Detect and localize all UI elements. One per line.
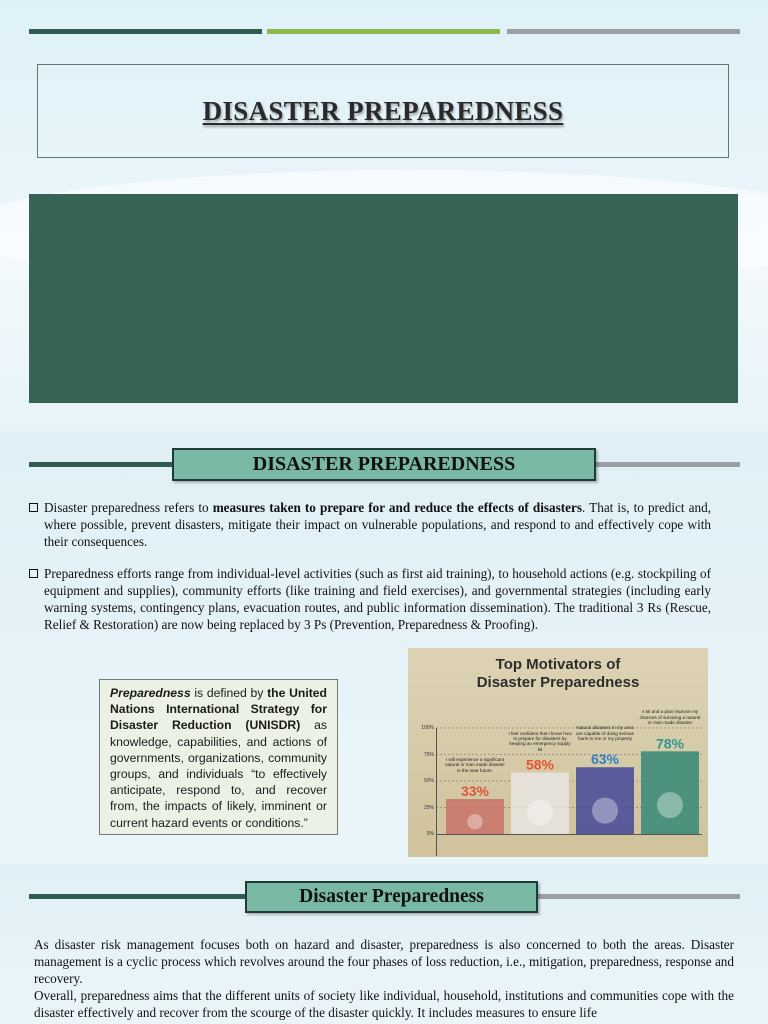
definition-term: Preparedness: [110, 686, 191, 700]
bullet-list: [29, 499, 711, 648]
bullet-text: [44, 499, 711, 550]
list-item: [29, 565, 711, 633]
motivators-infographic: [408, 648, 708, 857]
infographic-bars: [408, 648, 708, 857]
definition-slide: [0, 432, 768, 864]
heading-rule-right: [538, 894, 740, 899]
definition-callout: [99, 679, 338, 835]
bullet-text: [44, 565, 711, 633]
top-accent-bar-green: [29, 29, 262, 34]
bar-illustration-icon: [527, 799, 553, 825]
y-tick-label: 100%: [421, 725, 434, 731]
overview-slide: [0, 864, 768, 1024]
bullet-text-bold: measures taken to prepare for and reduce the effects of disasters: [212, 500, 583, 515]
bar-category-label: A kit and a plan improve my chances of surviving a natural or man made disaster: [639, 709, 701, 726]
y-tick-label: 75%: [423, 751, 434, 758]
list-item: [29, 499, 711, 550]
bullet-text-plain: . That is, to predict and, where possible, prevent disasters, mitigate their impact on vulnerable populations, and respond to and effectively cope with their consequences.: [44, 500, 711, 549]
bullet-text-plain: Disaster preparedness refers to: [44, 500, 213, 515]
slide-title: DISASTER PREPAREDNESS: [202, 95, 564, 126]
bar-illustration-icon: [592, 798, 618, 824]
heading-rule-right: [596, 462, 740, 467]
paragraph: Overall, preparedness aims that the different units of society like individual, household, institutions and communities cope with the disaster effectively and recover from the scourge of the disaster quickly. It includes measures to ensure life: [34, 988, 734, 1020]
bar-value-label: 63%: [590, 751, 620, 768]
definition-org: the United Nations International Strategy for Disaster Reduction (UNISDR): [110, 686, 327, 733]
infographic-title-line: Top Motivators of: [495, 656, 621, 673]
bar-illustration-icon: [657, 792, 683, 818]
bar-value-label: 33%: [460, 783, 490, 800]
section-heading-text: Disaster Preparedness: [299, 886, 484, 907]
checkbox-bullet-icon: [29, 569, 38, 578]
section-heading: [245, 881, 538, 913]
title-frame: [37, 64, 729, 158]
section-heading: [172, 448, 596, 481]
body-text: [34, 936, 734, 1021]
bar-illustration-icon: [467, 814, 482, 829]
heading-rule-left: [29, 462, 172, 467]
definition-text: is defined by: [190, 686, 268, 700]
y-tick-label: 0%: [426, 831, 434, 837]
title-slide: [0, 0, 768, 432]
checkbox-bullet-icon: [29, 503, 38, 512]
top-accent-bar-gray: [507, 29, 740, 34]
bar-category-label: I will experience a significant natural or man made disaster in the near future.: [445, 757, 505, 773]
y-tick-label: 25%: [423, 804, 434, 811]
top-accent-bar-lime: [267, 29, 500, 34]
content-placeholder-block: [29, 194, 738, 403]
section-heading-text: DISASTER PREPAREDNESS: [252, 453, 516, 475]
definition-text: as knowledge, capabilities, and actions of governments, organizations, community groups, and individuals “to effectively anticipate, respond to, and recover from, the impacts of likely, imminent or current hazard events or conditions.”: [110, 718, 328, 830]
bullet-text-plain: Preparedness efforts range from individual-level activities (such as first aid training), to household actions (e.g. stockpiling of equipment and supplies), community efforts (like training and field exercises), and governmental strategies (including early warning systems, contingency plans, evacuation routes, and public information dissemination). The traditional 3 Rs (Rescue, Relief & Restoration) are now being replaced by 3 Ps (Prevention, Preparedness & Proofing).: [44, 566, 711, 632]
y-tick-label: 50%: [423, 778, 434, 784]
heading-rule-left: [29, 894, 245, 899]
bar-value-label: 58%: [525, 756, 555, 773]
bar-category-label: Natural disasters in my area are capable of doing serious harm to me or my property: [576, 725, 634, 742]
bar-value-label: 78%: [655, 735, 685, 752]
bar-category-label: I feel confident that I know how to prepare for disasters by keeping an emergency supply kit: [508, 730, 572, 752]
infographic-title-line: Disaster Preparedness: [476, 674, 640, 691]
paragraph: As disaster risk management focuses both on hazard and disaster, preparedness is also concerned to both the areas. Disaster management is a cyclic process which revolves around the four phases of loss reduction, i.e., mitigation, preparedness, response and recovery.: [34, 937, 734, 986]
